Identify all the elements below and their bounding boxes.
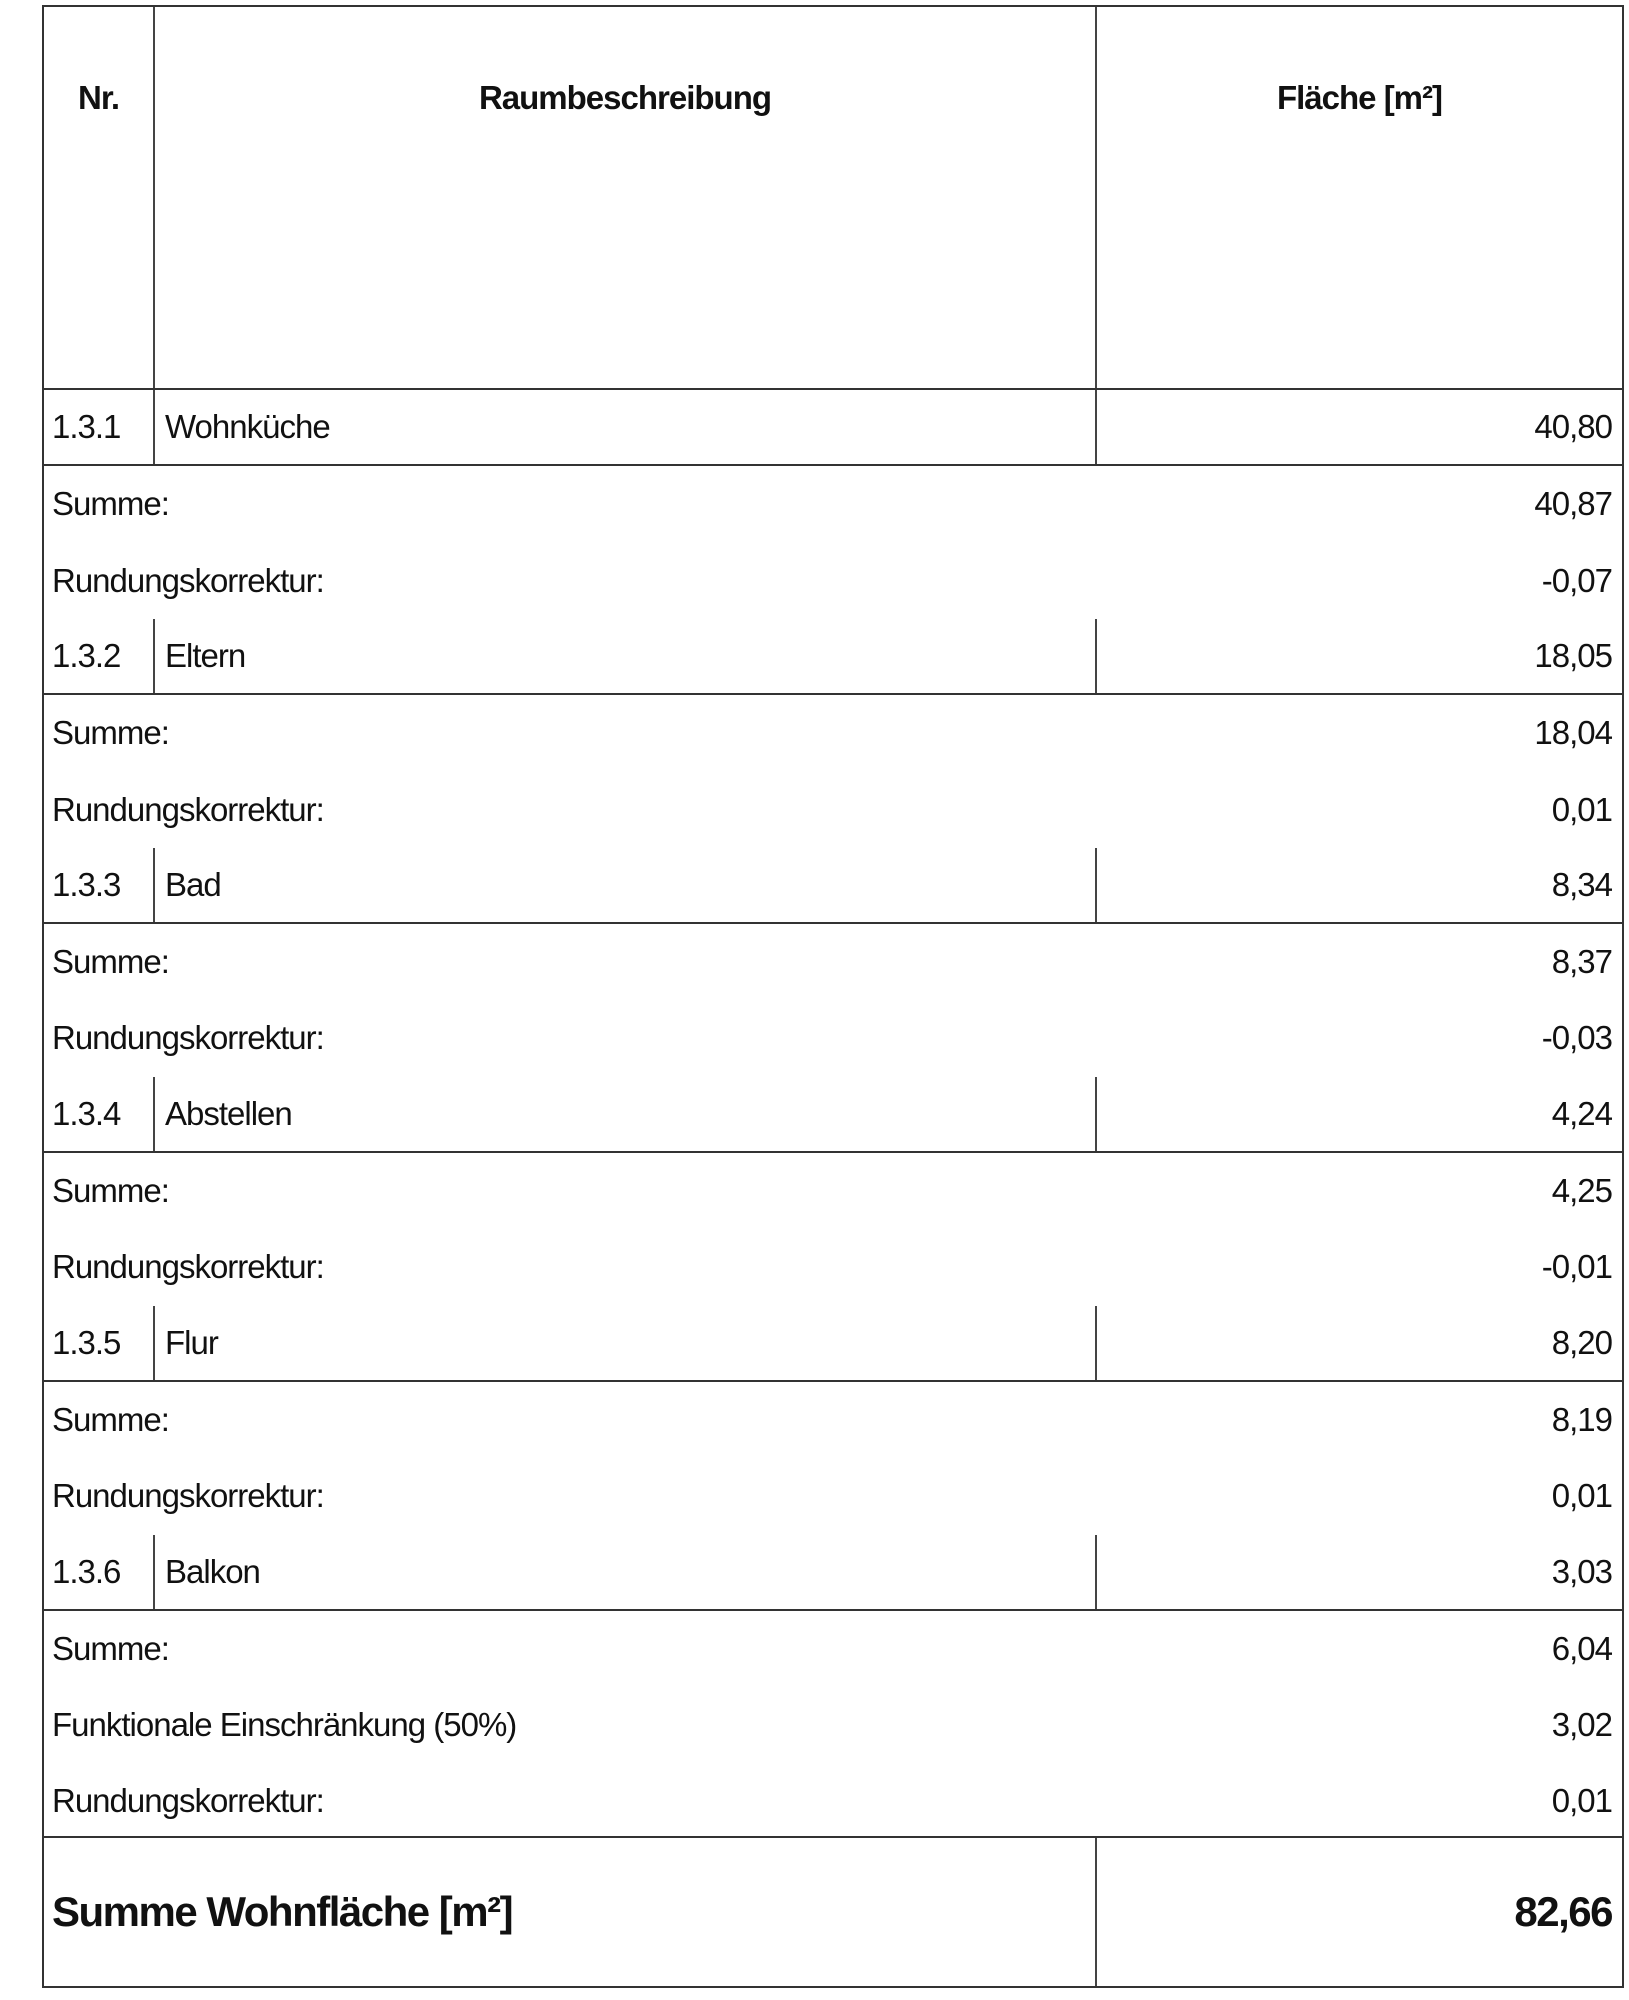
total-label: Summe Wohnfläche [m²] (44, 1838, 1097, 1986)
subtotal-value: -0,07 (1541, 561, 1612, 599)
subtotal-row (44, 772, 1622, 848)
subtotal-row (44, 1611, 1622, 1687)
room-nr: 1.3.4 (44, 1077, 155, 1151)
header-area: Fläche [m²] (1276, 79, 1443, 116)
subtotal-label: Rundungskorrektur: (52, 1248, 324, 1286)
subtotal-row (44, 1382, 1622, 1458)
room-nr: 1.3.5 (44, 1306, 155, 1380)
total-row (44, 1836, 1622, 1986)
subtotal-row (44, 1458, 1622, 1534)
subtotal-value: 3,02 (1551, 1706, 1612, 1744)
subtotal-label: Summe: (52, 714, 169, 752)
subtotal-value: 4,25 (1551, 1172, 1612, 1209)
room-row (44, 1077, 1622, 1153)
subtotal-row (44, 1763, 1622, 1839)
subtotal-label: Rundungskorrektur: (52, 1782, 324, 1820)
header-description: Raumbeschreibung (155, 7, 1097, 388)
room-nr: 1.3.6 (44, 1535, 155, 1609)
room-name: Abstellen (155, 1077, 1097, 1151)
area-table (42, 5, 1624, 1988)
room-area: 4,24 (1551, 1094, 1612, 1132)
subtotal-value: 0,01 (1551, 790, 1612, 828)
subtotal-label: Rundungskorrektur: (52, 790, 324, 828)
room-area: 8,20 (1551, 1323, 1612, 1361)
room-row (44, 1306, 1622, 1382)
table-header (44, 7, 1622, 390)
subtotal-value: 18,04 (1534, 714, 1612, 752)
room-nr: 1.3.2 (44, 619, 155, 693)
room-row (44, 1535, 1622, 1611)
subtotal-label: Summe: (52, 1629, 169, 1667)
subtotal-value: 6,04 (1551, 1629, 1612, 1667)
room-area: 3,03 (1551, 1552, 1612, 1590)
room-nr: 1.3.3 (44, 848, 155, 922)
subtotal-value: 8,19 (1551, 1400, 1612, 1438)
room-row (44, 390, 1622, 466)
header-nr: Nr. (44, 7, 155, 388)
room-name: Balkon (155, 1535, 1097, 1609)
subtotal-row (44, 466, 1622, 542)
subtotal-row (44, 695, 1622, 771)
subtotal-row (44, 543, 1622, 619)
room-nr: 1.3.1 (44, 390, 155, 464)
subtotal-label: Rundungskorrektur: (52, 561, 324, 599)
subtotal-label: Funktionale Einschränkung (50%) (52, 1706, 517, 1744)
subtotal-label: Summe: (52, 943, 169, 981)
room-name: Bad (155, 848, 1097, 922)
subtotal-row (44, 1000, 1622, 1076)
subtotal-value: -0,01 (1541, 1248, 1612, 1286)
room-area: 8,34 (1551, 865, 1612, 903)
subtotal-label: Rundungskorrektur: (52, 1477, 324, 1515)
subtotal-row (44, 1687, 1622, 1763)
subtotal-value: 40,87 (1534, 485, 1612, 523)
room-area: 18,05 (1534, 636, 1612, 674)
room-row (44, 848, 1622, 924)
subtotal-label: Summe: (52, 485, 169, 523)
subtotal-value: 0,01 (1551, 1782, 1612, 1820)
total-value: 82,66 (1514, 1888, 1612, 1935)
room-name: Eltern (155, 619, 1097, 693)
subtotal-label: Summe: (52, 1172, 169, 1209)
room-area: 40,80 (1534, 408, 1612, 445)
subtotal-row (44, 1153, 1622, 1229)
room-name: Flur (155, 1306, 1097, 1380)
subtotal-value: 0,01 (1551, 1477, 1612, 1515)
room-name: Wohnküche (155, 390, 1097, 464)
subtotal-value: 8,37 (1551, 943, 1612, 981)
subtotal-row (44, 924, 1622, 1000)
room-row (44, 619, 1622, 695)
subtotal-label: Summe: (52, 1400, 169, 1438)
subtotal-label: Rundungskorrektur: (52, 1019, 324, 1057)
subtotal-row (44, 1229, 1622, 1305)
subtotal-value: -0,03 (1541, 1019, 1612, 1057)
